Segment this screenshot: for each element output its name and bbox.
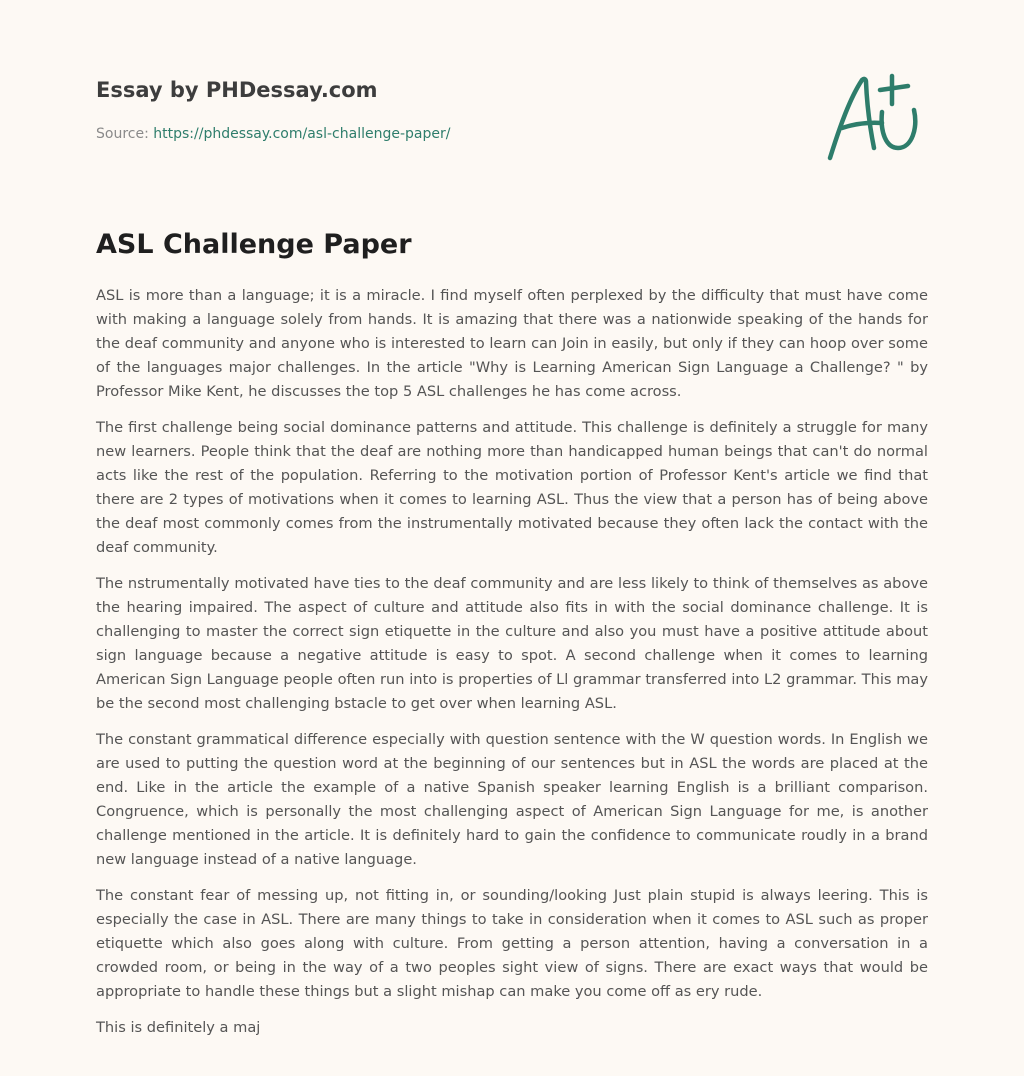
essay-title: ASL Challenge Paper [96,229,412,260]
essay-paragraph: The first challenge being social dominance patterns and attitude. This challenge is definitely a struggle for many new learners. People think that the deaf are nothing more than handicapped human beings that can't do normal acts like the rest of the population. Referring to the motivation portion of Professor Kent's article we find that there are 2 types of motivations when it comes to learning ASL. Thus the view that a person has of being above the deaf most commonly comes from the instrumentally motivated because they often lack the contact with the deaf community. [96,419,928,556]
essay-body [96,284,928,1052]
brand-title: Essay by PHDessay.com [96,78,378,102]
essay-paragraph: This is definitely a maj [96,1019,261,1036]
essay-paragraph: The constant fear of messing up, not fitting in, or sounding/looking Just plain stupid is always leering. This is especially the case in ASL. There are many things to take in consideration when it comes to ASL such as proper etiquette which also goes along with culture. From getting a person attention, having a conversation in a crowded room, or being in the way of a two peoples sight view of signs. There are exact ways that would be appropriate to handle these things but a slight mishap can make you come off as ery rude. [96,887,928,1000]
source-link[interactable]: https://phdessay.com/asl-challenge-paper/ [153,126,451,142]
source-line [96,124,796,144]
a-plus-grade-icon [820,66,930,166]
essay-paragraph: The constant grammatical difference especially with question sentence with the W question words. In English we are used to putting the question word at the beginning of our sentences but in ASL the words are placed at the end. Like in the article the example of a native Spanish speaker learning English is a brilliant comparison. Congruence, which is personally the most challenging aspect of American Sign Language for me, is another challenge mentioned in the article. It is definitely hard to gain the confidence to communicate roudly in a brand new language instead of a native language. [96,731,928,868]
essay-header [96,76,796,144]
essay-paragraph: ASL is more than a language; it is a miracle. I find myself often perplexed by the difficulty that must have come with making a language solely from hands. It is amazing that there was a nationwide speaking of the hands for the deaf community and anyone who is interested to learn can Join in easily, but only if they can hoop over some of the languages major challenges. In the article "Why is Learning American Sign Language a Challenge? " by Professor Mike Kent, he discusses the top 5 ASL challenges he has come across. [96,287,928,400]
essay-paragraph: The nstrumentally motivated have ties to the deaf community and are less likely to think of themselves as above the hearing impaired. The aspect of culture and attitude also fits in with the social dominance challenge. It is challenging to master the correct sign etiquette in the culture and also you must have a positive attitude about sign language because a negative attitude is easy to spot. A second challenge when it comes to learning American Sign Language people often run into is properties of Ll grammar transferred into L2 grammar. This may be the second most challenging bstacle to get over when learning ASL. [96,575,928,712]
source-label: Source: [96,126,154,142]
